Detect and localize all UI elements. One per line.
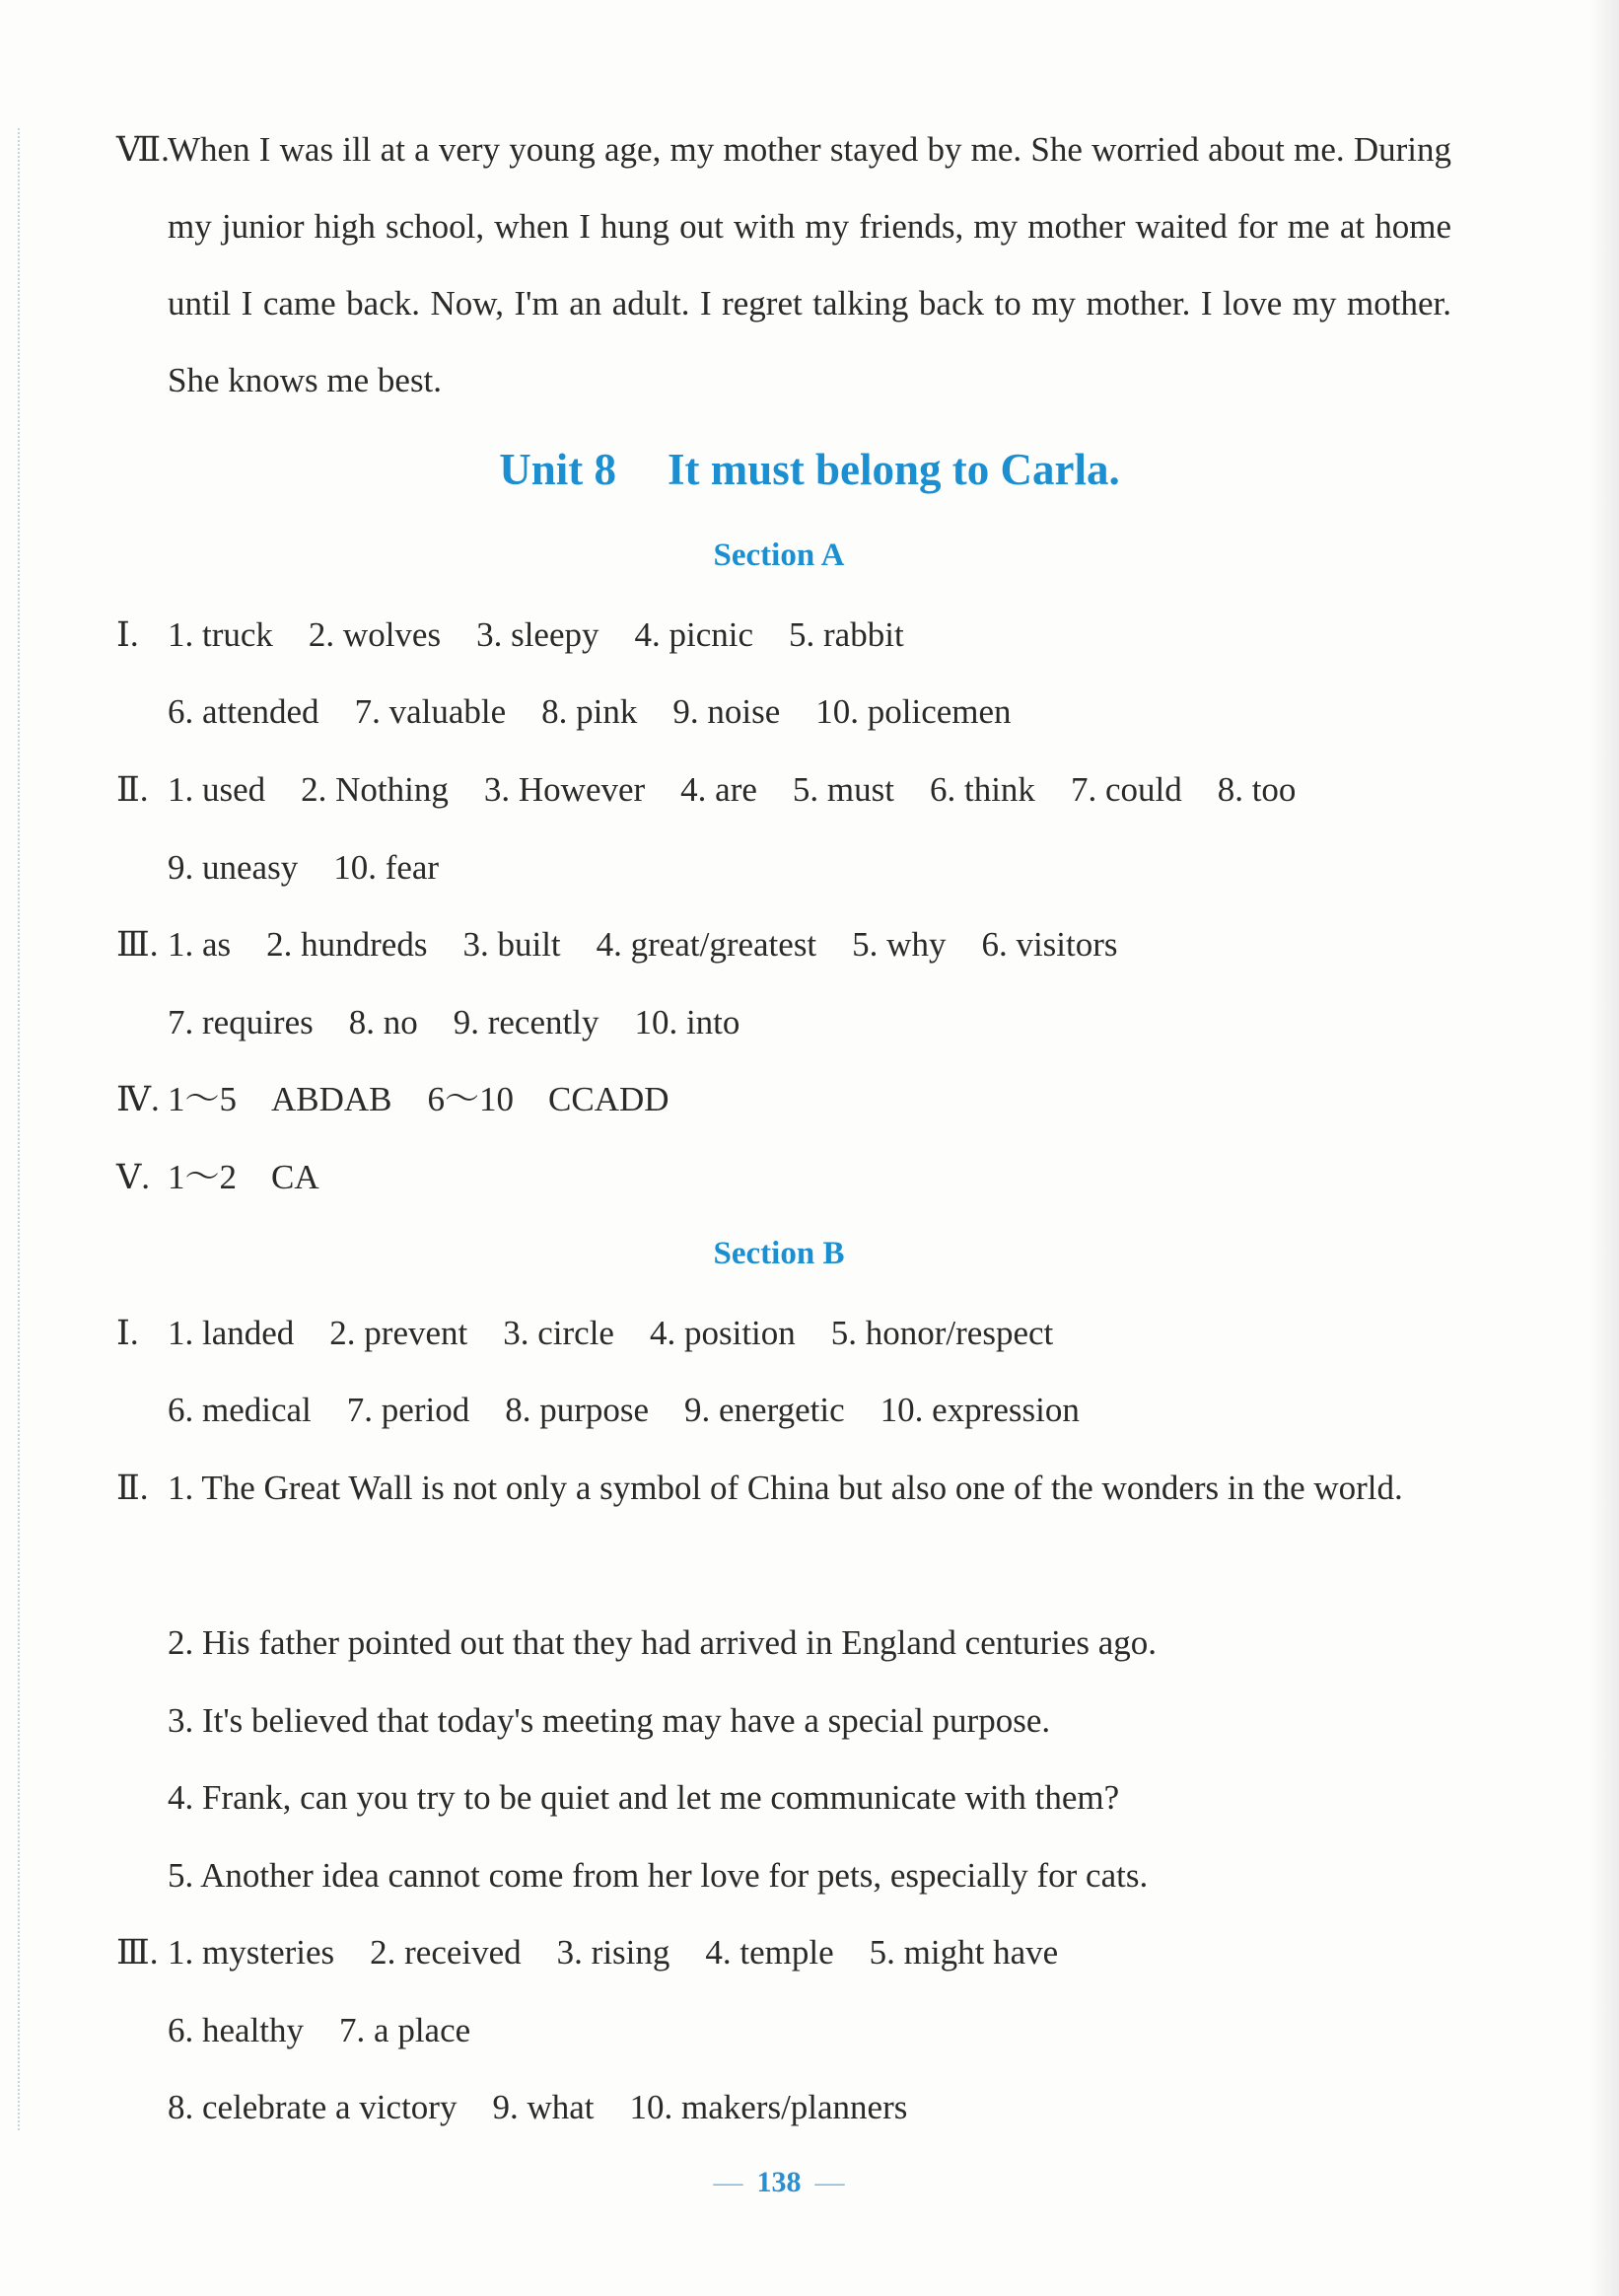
section-b-q2-sentence-2: 2. His father pointed out that they had arrived in England centuries ago. [168,1623,1158,1662]
answer-item: 10. makers/planners [629,2088,908,2126]
answer-item: 3. circle [503,1314,614,1352]
section-a-q1-row1 [168,615,940,655]
answer-item: 4. temple [705,1933,834,1972]
section-a-q2-row2 [168,848,474,888]
answer-item: 2. hundreds [266,925,428,964]
unit-number: Unit 8 [499,445,616,494]
answer-item: 9. noise [672,692,781,731]
answer-item: 8. purpose [505,1391,650,1429]
answer-item: 1. as [168,925,232,964]
section-b-q2-sentence-5: 5. Another idea cannot come from her love for pets, especially for cats. [168,1856,1149,1895]
answer-item: 5. honor/respect [830,1314,1054,1352]
section-a-q3-row2 [168,1003,775,1042]
answer-item: 9. recently [453,1003,599,1041]
answer-item: 1. truck [168,615,273,654]
answer-item: 7. a place [339,2011,471,2049]
answer-item: 1. mysteries [168,1933,335,1972]
section-a-q3-numeral: Ⅲ. [116,925,159,964]
section-a-q2-numeral: Ⅱ. [116,770,149,809]
answer-item: 4. are [680,770,757,809]
answer-item: 9. energetic [684,1391,845,1429]
section-b-q3-row3 [168,2088,943,2127]
answer-item: 6. visitors [981,925,1118,964]
unit-name: It must belong to Carla. [668,445,1120,494]
section-a-q1-row2 [168,692,1047,732]
answer-item: 3. However [483,770,646,809]
answer-item: 4. position [649,1314,796,1352]
answer-item: 4. great/greatest [596,925,817,964]
section-a-q3-row1 [168,925,1154,965]
answer-item: 7. period [346,1391,470,1429]
answer-item: 8. celebrate a victory [168,2088,458,2126]
binding-edge-decoration [18,128,24,2130]
answer-item: 10. into [634,1003,740,1041]
answer-item: 2. Nothing [301,770,449,809]
section-b-q2-sentence-4: 4. Frank, can you try to be quiet and let me communicate with them? [168,1778,1120,1817]
section-b-q2-sentence-1: 1. The Great Wall is not only a symbol of China but also one of the wonders in the world. [168,1469,1403,1507]
answer-item: 6. attended [168,692,319,731]
answer-item: 7. could [1070,770,1182,809]
section-b-q2-numeral: Ⅱ. [116,1469,149,1507]
section-b-q3-row1 [168,1933,1093,1973]
answer-item: 3. sleepy [476,615,599,654]
page-edge-shadow [1589,0,1619,2296]
answer-item: 9. uneasy [168,848,299,887]
section-b-q2-sentence-3: 3. It's believed that today's meeting may have a special purpose. [168,1701,1051,1740]
answer-item: 8. no [348,1003,418,1041]
answer-item: 4. picnic [634,615,754,654]
answer-item: 10. fear [333,848,440,887]
section-b-title: Section B [713,1236,845,1271]
section-a-q4-numeral: Ⅳ. [116,1080,160,1118]
answer-item: 10. expression [880,1391,1080,1429]
section-a-q1-numeral: Ⅰ. [116,615,139,654]
section-a-q5-row1 [168,1158,355,1197]
answer-paragraph-7: When I was ill at a very young age, my mother stayed by me. She worried about me. During my junior high school, when I hung out with my friends, my mother waited for me at home until I came back. Now, I'm an adult. I regret talking back to my mother. I love my mother. She knows me best. [168,130,1451,399]
answer-item: 2. wolves [308,615,442,654]
section-b-q1-row1 [168,1314,1089,1353]
section-b-q3-numeral: Ⅲ. [116,1933,159,1972]
answer-item: 1～2 CA [168,1158,319,1196]
answer-item: 3. built [462,925,561,964]
question-numeral-7: Ⅶ. [116,130,170,169]
section-b-q1-row2 [168,1391,1115,1430]
section-a-title: Section A [713,538,845,573]
section-a-q5-numeral: Ⅴ. [116,1158,151,1196]
answer-item: 5. rabbit [789,615,904,654]
answer-item: 7. valuable [354,692,507,731]
answer-item: 6. medical [168,1391,312,1429]
answer-item: 1. landed [168,1314,295,1352]
answer-item: 6. healthy [168,2011,305,2049]
answer-item: 8. pink [541,692,638,731]
answer-item: 5. why [852,925,947,964]
answer-item: 5. might have [869,1933,1059,1972]
answer-item: 6～10 CCADD [427,1080,669,1118]
footer-dash-right: — [814,2166,845,2198]
answer-item: 10. policemen [815,692,1012,731]
page-number: 138 [756,2166,802,2198]
section-a-q4-row1 [168,1080,705,1119]
unit-title [0,444,1619,495]
answer-item: 9. what [492,2088,595,2126]
answer-item: 8. too [1217,770,1297,809]
footer-dash-left: — [713,2166,743,2198]
answer-item: 5. must [792,770,894,809]
answer-item: 6. think [929,770,1035,809]
section-b-q3-row2 [168,2011,506,2050]
section-b-q1-numeral: Ⅰ. [116,1314,139,1352]
answer-item: 3. rising [556,1933,670,1972]
answer-item: 2. received [370,1933,522,1972]
answer-item: 1～5 ABDAB [168,1080,392,1118]
answer-item: 1. used [168,770,266,809]
answer-item: 7. requires [168,1003,314,1041]
section-a-q2-row1 [168,770,1331,810]
answer-item: 2. prevent [329,1314,468,1352]
page-number-footer [0,2166,1558,2199]
